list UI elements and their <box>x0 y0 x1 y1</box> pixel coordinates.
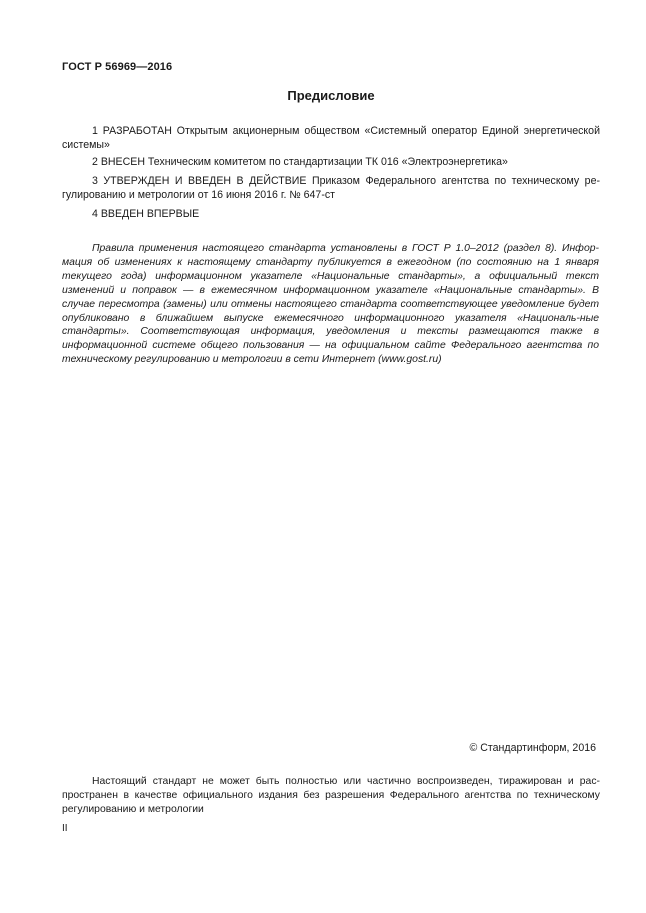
page-title: Предисловие <box>287 88 375 103</box>
page-number: II <box>62 823 68 834</box>
foreword-item-introduced: 2 ВНЕСЕН Техническим комитетом по стандартизации ТК 016 «Электроэнергетика» <box>92 156 508 168</box>
copyright-line: © Стандартинформ, 2016 <box>469 742 596 754</box>
document-code: ГОСТ Р 56969—2016 <box>62 61 173 73</box>
application-rules-notice: Правила применения настоящего стандарта установлены в ГОСТ Р 1.0–2012 (раздел 8). Инфор-мация об изменениях к настоящему стандарту публикуется в ежегодном (по состоянию на 1 января текущего года) информационном указателе «Национальные стандарты», а официальный текст изменений и поправок — в ежемесячном информационном указателе «Национальные стандарты». В случае пересмотра (замены) или отмены настоящего стандарта соответствующее уведомление будет опубликовано в ближайшем выпуске ежемесячного информационного указателя «Националь-ные стандарты». Соответствующая информация, уведомления и тексты размещаются также в информационной системе общего пользования — на официальном сайте Федерального агентства по техническому регулированию и метрологии в сети Интернет (www.gost.ru) <box>62 243 599 366</box>
foreword-item-first-introduced: 4 ВВЕДЕН ВПЕРВЫЕ <box>92 208 200 220</box>
reprint-restriction-notice: Настоящий стандарт не может быть полностью или частично воспроизведен, тиражирован и рас-пространен в качестве официального издания без разрешения Федерального агентства по техническому регулированию и метрологии <box>62 776 600 815</box>
foreword-item-developed: 1 РАЗРАБОТАН Открытым акционерным обществом «Системный оператор Единой энергетической системы» <box>62 125 600 151</box>
foreword-item-approved: 3 УТВЕРЖДЕН И ВВЕДЕН В ДЕЙСТВИЕ Приказом Федерального агентства по техническому ре-гулированию и метрологии от 16 июня 2016 г. № 647-ст <box>62 175 600 201</box>
